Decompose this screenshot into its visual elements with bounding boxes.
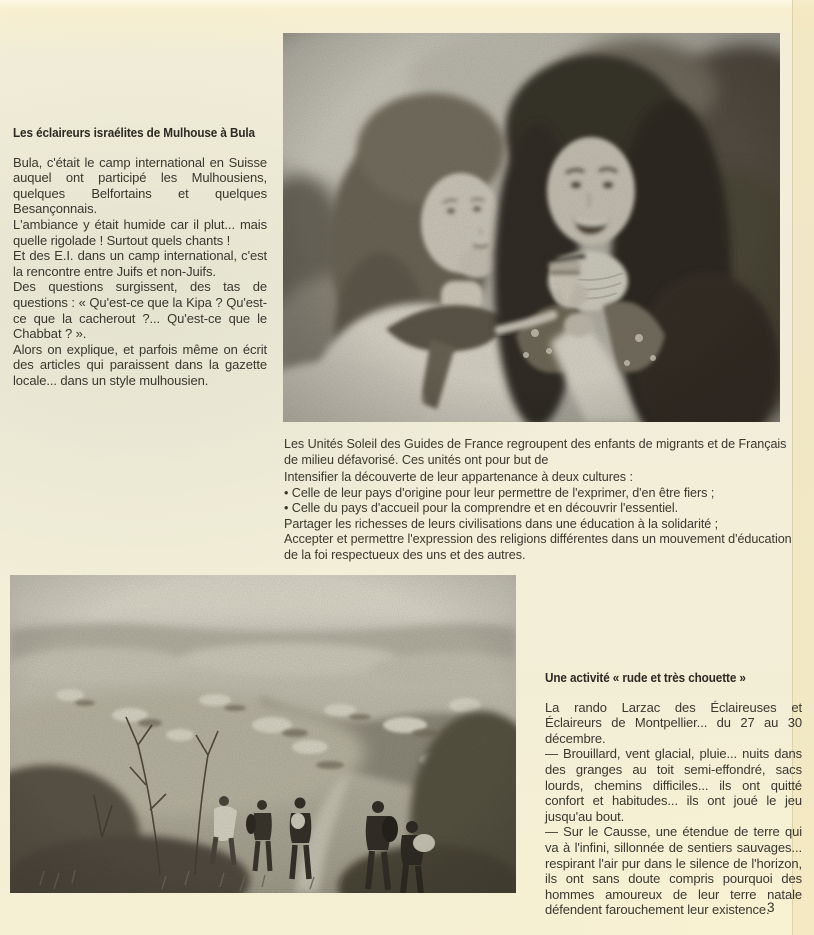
article-mulhouse-paragraph: L'ambiance y était humide car il plut... mais quelle rigolade ! Surtout quels chants ! — [13, 216, 267, 248]
article-mulhouse-paragraph: Alors on explique, et parfois même on écrit des articles qui paraissent dans la gazette locale... dans un style mulhousien. — [13, 341, 267, 388]
page-number: 3 — [767, 900, 775, 915]
scan-top-edge — [0, 0, 814, 10]
article-rando-larzac — [545, 671, 802, 918]
article-rando-title: Une activité « rude et très chouette » — [545, 671, 746, 685]
caption-unites-soleil — [284, 437, 793, 563]
photo-two-girls — [283, 33, 780, 422]
article-mulhouse-paragraph: Et des E.I. dans un camp international, c'est la rencontre entre Juifs et non-Juifs. — [13, 248, 267, 279]
photo-two-girls-art — [283, 33, 780, 422]
article-rando-paragraph: La rando Larzac des Éclaireuses et Éclaireurs de Montpellier... du 27 au 30 décembre. — [545, 699, 802, 746]
photo-hikers-causse — [10, 575, 516, 893]
article-mulhouse-paragraph: Des questions surgissent, des tas de questions : « Qu'est-ce que la Kipa ? Qu'est-ce que la cacherout ?... Qu'est-ce que le Chabbat ? ». — [13, 279, 267, 342]
caption-paragraph: Partager les richesses de leurs civilisations dans une éducation à la solidarité ; — [284, 516, 719, 531]
caption-paragraph: Intensifier la découverte de leur appartenance à deux cultures : — [284, 470, 633, 484]
caption-paragraph: Les Unités Soleil des Guides de France regroupent des enfants de migrants et de Français de milieu défavorisé. Ces unités ont pour but de — [284, 437, 787, 467]
article-mulhouse-title: Les éclaireurs israélites de Mulhouse à Bula — [13, 126, 255, 140]
article-rando-paragraph: — Brouillard, vent glacial, pluie... nuits dans des granges au toit semi-effondré, sacs lourds, chemins difficiles... ils ont quitté confort et habitudes... ils ont joué le jeu jusqu'au bout. — [545, 746, 802, 824]
caption-paragraph: Accepter et permettre l'expression des religions différentes dans un mouvement d'éducation de la foi respectueux des uns et des autres. — [284, 532, 792, 562]
article-mulhouse-paragraph: Bula, c'était le camp international en Suisse auquel ont participé les Mulhousiens, quelques Belfortains et quelques Besançonnais. — [13, 154, 267, 217]
photo-hikers-art — [10, 575, 516, 893]
article-mulhouse — [13, 126, 267, 389]
caption-bullet: • Celle du pays d'accueil pour la comprendre et en découvrir l'essentiel. — [284, 501, 679, 515]
caption-bullet: • Celle de leur pays d'origine pour leur permettre de l'exprimer, d'en être fiers ; — [284, 485, 715, 500]
article-rando-paragraph: — Sur le Causse, une étendue de terre qui va à l'infini, sillonnée de sentiers sauvages... respirant l'air pur dans le silence de l'horizon, ils ont sans doute compris pourquoi des hommes amoureux de leur terre natale défendent farouchement leur existence. — [545, 824, 802, 918]
